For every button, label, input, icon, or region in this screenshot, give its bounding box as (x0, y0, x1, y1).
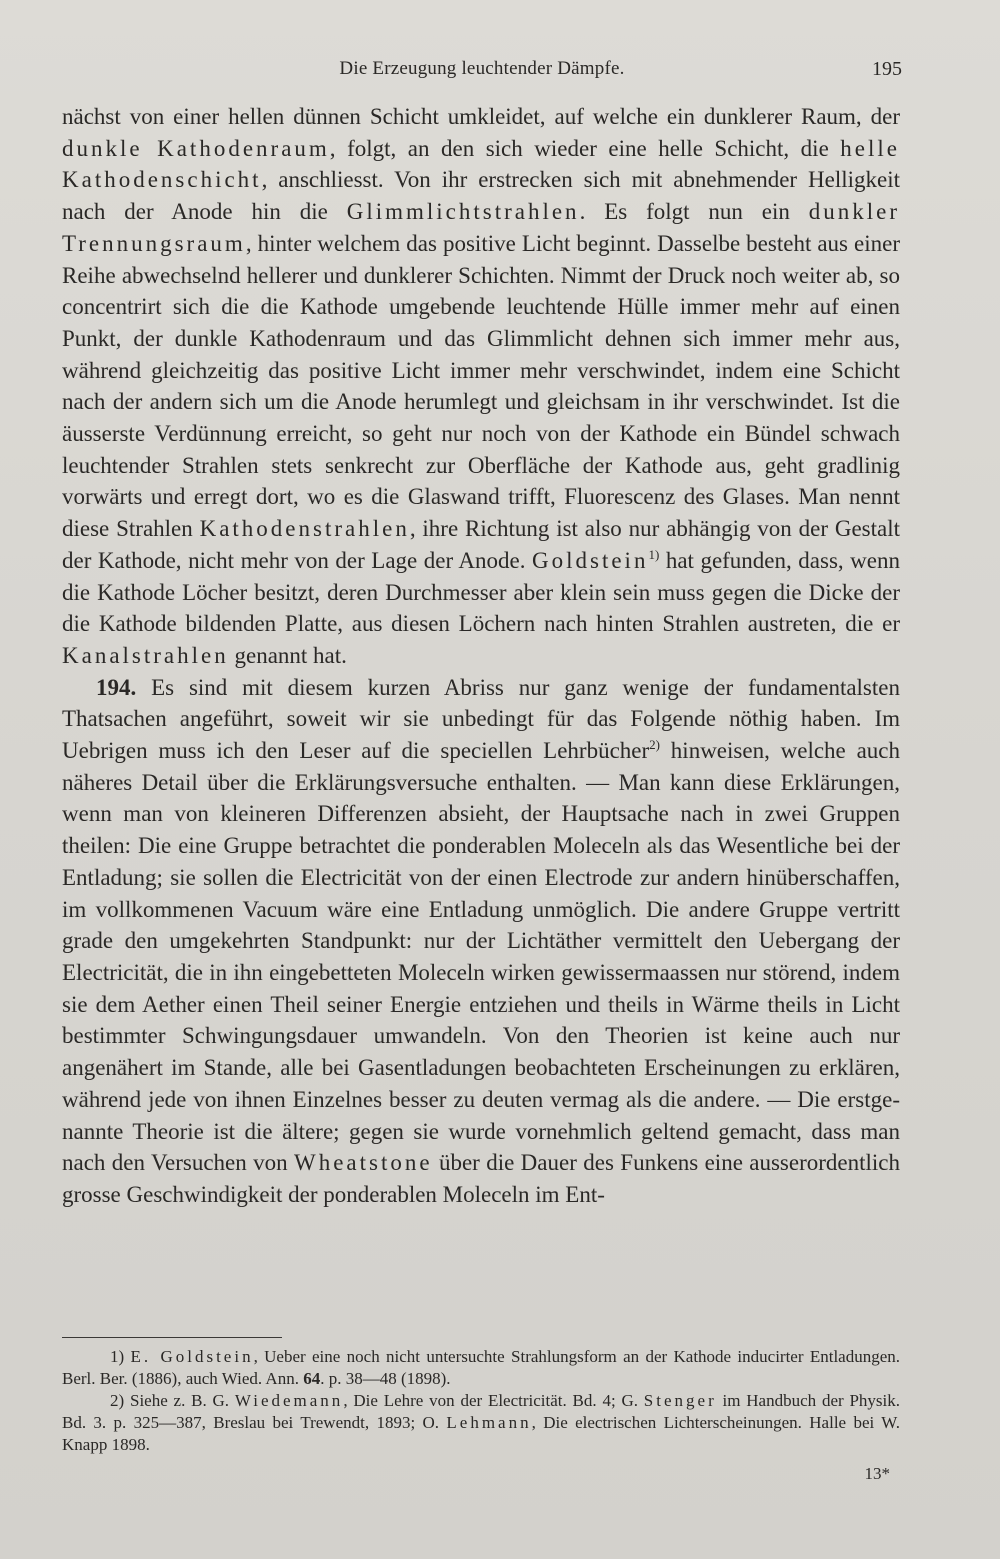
text-run: genannt hat. (228, 642, 347, 668)
text-run: , hinter welchem das positive Licht beginnt. Dasselbe besteht aus einer Reihe abwechselnd hellerer und dunklerer Schichten. Nimmt der Druck noch weiter ab, so concentrirt sich die die Kathode umgebende leuchtende Hülle immer mehr auf einen Punkt, der dunkle Kathodenraum und das Glimmlicht dehnen sich immer mehr aus, während gleichzeitig das positive Licht immer mehr verschwindet, indem eine Schicht nach der andern sich um die Anode herumlegt und gleichsam in ihr verschwindet. Ist die äusserste Verdünnung erreicht, so geht nur noch von der Kathode ein Bündel schwach leuchtender Strahlen stets senkrecht zur Oberfläche der Kathode aus, geht gradlinig vorwärts und erregt dort, wo es die Glaswand trifft, Fluorescenz des Glases. Man nennt diese Strahlen (62, 230, 900, 542)
footnote-mark: 1) (110, 1347, 125, 1366)
text-run: im Handbuch der Physik. Bd. 3. p. 325—387, Breslau bei Trewendt, 1893; O. (62, 1391, 900, 1432)
footnote-author: Stenger (643, 1391, 717, 1410)
text-run: Siehe z. B. G. (129, 1391, 235, 1410)
text-run: . Es folgt nun ein (579, 199, 809, 225)
page-number: 195 (872, 58, 902, 80)
footnote-author: Wiedemann (234, 1391, 344, 1410)
body-text (62, 101, 900, 1211)
text-run: , Die Lehre von der Electricität. Bd. 4; G. (343, 1391, 644, 1410)
running-header (62, 58, 902, 88)
spaced-term: Glimmlichtstrahlen (346, 199, 580, 225)
spaced-name: Wheatstone (294, 1150, 433, 1176)
text-run: , anschliesst. Von ihr erstrecken sich mit abnehmender Helligkeit nach der Anode hin die (62, 167, 900, 225)
spaced-term: dunkler Trennungsraum (62, 199, 900, 256)
spaced-term: dunkle Kathodenraum (62, 135, 330, 161)
text-run: über die Dauer des Funkens eine ausserordentlich grosse Geschwindigkeit der ponderablen Moleceln im Ent- (62, 1150, 901, 1207)
text-run: Es sind mit diesem kurzen Abriss nur ganz wenige der fundamentalsten Thatsachen angeführt, soweit wir sie unbedingt für das Folgende nöthig haben. Im Uebrigen muss ich den Leser auf die speciellen Lehrbücher (62, 674, 900, 764)
text-run: . p. 38—48 (1898). (320, 1369, 451, 1388)
footnote-mark: 2) (110, 1391, 125, 1410)
paragraph-section-194 (62, 672, 900, 1211)
text-run: , ihre Richtung ist also nur abhängig von der Gestalt der Kathode, nicht mehr von der Lage der Anode. (62, 516, 900, 573)
spaced-name: Goldstein (532, 547, 649, 573)
text-run: , folgt, an den sich wieder eine helle Schicht, die (329, 135, 841, 161)
text-run: hat gefunden, dass, wenn die Kathode Löcher besitzt, deren Durchmesser aber klein sein muss gegen die Dicke der die Kathode bildenden Platte, aus diesen Löchern nach hinten Strahlen austreten, die er (62, 547, 900, 637)
footnotes (62, 1346, 900, 1456)
footnote-1 (62, 1346, 900, 1390)
footnote-author: E. Goldstein (130, 1347, 254, 1366)
spaced-term: Kanalstrahlen (62, 642, 229, 668)
spaced-term: helle Kathodenschicht (62, 135, 900, 193)
text-run: , Die electrischen Lichterscheinungen. Halle bei W. Knapp 1898. (62, 1413, 900, 1454)
footnote-author: Lehmann (446, 1413, 532, 1432)
paragraph-continued (62, 101, 900, 672)
spaced-term: Kathodenstrahlen (199, 516, 410, 542)
text-run: , Ueber eine noch nicht untersuchte Strahlungsform an der Kathode inducirter Entladungen. Berl. Ber. (1886), auch Wied. Ann. (62, 1347, 901, 1388)
footnote-separator (62, 1337, 282, 1338)
footnote-2 (62, 1390, 900, 1456)
running-title: Die Erzeugung leuchtender Dämpfe. (339, 58, 625, 79)
text-run: nächst von einer hellen dünnen Schicht umkleidet, auf welche ein dunklerer Raum, der (62, 104, 900, 129)
section-number: 194. (96, 674, 137, 700)
footnote-ref-2: 2) (649, 737, 660, 753)
text-run: hinweisen, welche auch näheres Detail über die Erklärungsversuche enthalten. — Man kann diese Erklärungen, wenn man von kleineren Differenzen absieht, der Hauptsache nach in zwei Gruppen theilen: Die eine Gruppe betrachtet die ponderablen Moleceln als das Wesentliche bei der Entladung; sie sollen die Electricität von der einen Electrode zur andern hinüberschaffen, im vollkommenen Vacuum wäre eine Entladung unmöglich. Die andere Gruppe vertritt grade den umgekehrten Standpunkt: nur der Lichtäther vermittelt den Uebergang der Electricität, die in ihn eingebetteten Moleceln wirken gewissermaassen nur störend, indem sie dem Aether einen Theil seiner Energie entziehen und theils in Wärme theils in Licht bestimmter Schwingungsdauer umwandeln. Von den Theorien ist keine auch nur angenähert im Stande, alle bei Gasentladungen beobachteten Erscheinungen zu erklären, während jede von ihnen Einzelnes besser zu deuten vermag als die andere. — Die erstgenannte Theorie ist die ältere; gegen sie wurde vornehmlich geltend gemacht, dass man nach den Versuchen von (62, 738, 900, 1176)
footnote-ref-1: 1) (648, 546, 660, 562)
signature-mark: 13* (864, 1464, 890, 1483)
volume-number: 64 (303, 1369, 321, 1388)
